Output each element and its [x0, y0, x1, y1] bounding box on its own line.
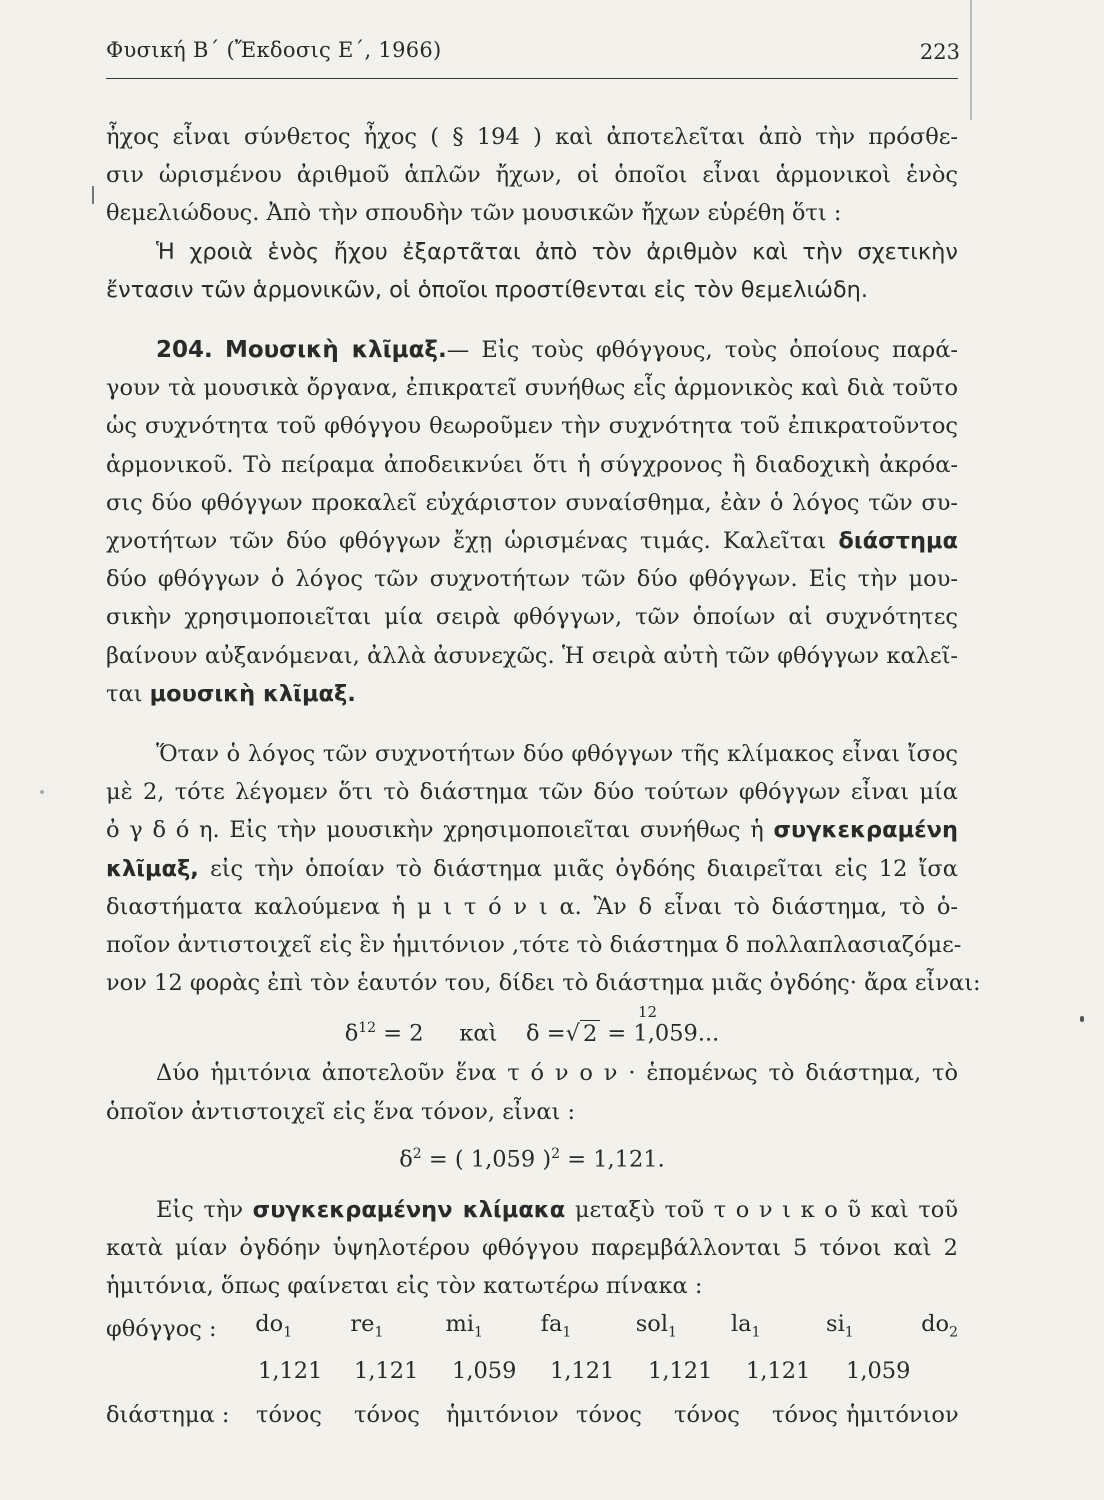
header-rule: [106, 78, 958, 79]
interval-value: τόνος: [576, 1402, 642, 1429]
text-span: Εἰς τὴν: [156, 1196, 244, 1223]
note-sub: 1: [474, 1324, 483, 1341]
text-line: νον 12 φορὰς ἐπὶ τὸν ἑαυτόν του, δίδει τὸ διάστημα μιᾶς ὀγδόης· ἄρα εἶναι:: [106, 970, 981, 997]
eq-delta: δ =: [526, 1020, 566, 1047]
term-music-scale: μουσικὴ κλῖμαξ.: [149, 680, 356, 707]
interval-value: ἡμιτόνιον: [846, 1402, 959, 1429]
text-line: [106, 1191, 958, 1229]
page-number: 223: [919, 40, 960, 64]
term-tempered-2: κλῖμαξ,: [106, 855, 199, 882]
ratio-value: 1,121: [550, 1358, 615, 1385]
scan-speck: [40, 790, 44, 794]
text-line: κατὰ μίαν ὀγδόην ὑψηλοτέρου φθόγγου παρεμβάλλονται 5 τόνοι καὶ 2: [106, 1235, 958, 1262]
note-sub: 1: [374, 1324, 384, 1341]
text-span: μεταξὺ τοῦ τ ο ν ι κ ο ῦ καὶ τοῦ: [574, 1196, 959, 1223]
interval-value: τόνος: [772, 1402, 838, 1429]
text-line: ποῖον ἀντιστοιχεῖ εἰς ἓν ἡμιτόνιον ,τότε τὸ διάστημα δ πολλαπλασιαζόμε-: [106, 932, 962, 959]
text-span: ται: [106, 680, 143, 707]
text-line: Ὅταν ὁ λόγος τῶν συχνοτήτων δύο φθόγγων τῆς κλίμακος εἶναι ἴσος: [156, 741, 958, 768]
text-line: δύο φθόγγων ὁ λόγος τῶν συχνοτήτων τῶν δύο φθόγγων. Εἰς τὴν μου-: [106, 566, 958, 593]
intervals-row: [106, 1396, 958, 1440]
eq2-mid: = ( 1,059 ): [428, 1146, 552, 1173]
text-line: ἦχος εἶναι σύνθετος ἦχος ( § 194 ) καὶ ἀποτελεῖται ἀπὸ τὴν πρόσθε-: [106, 124, 958, 150]
text-line: σιν ὡρισμένου ἀριθμοῦ ἁπλῶν ἤχων, οἱ ὁποῖοι εἶναι ἁρμονικοὶ ἑνὸς: [106, 162, 958, 189]
eq-radicand: 2: [580, 1020, 600, 1047]
eq-lhs-base: δ: [344, 1020, 359, 1047]
term-tempered-scale: συγκεκραμένην κλίμακα: [252, 1196, 566, 1223]
note-sub: 1: [668, 1324, 677, 1341]
eq-result: = 1,059...: [607, 1020, 720, 1047]
equation-semitone: [106, 1002, 958, 1054]
note-cell: [446, 1305, 541, 1352]
note-name: si: [826, 1311, 845, 1338]
eq-connector: καὶ: [459, 1020, 498, 1047]
note-cell: [921, 1305, 958, 1352]
text-line: ἡμιτόνια, ὅπως φαίνεται εἰς τὸν κατωτέρω πίνακα :: [106, 1273, 703, 1300]
notes-row: [106, 1305, 958, 1352]
text-line: [106, 675, 958, 713]
ratios-row: [106, 1352, 958, 1390]
text-line: [106, 522, 958, 560]
interval-value: τόνος: [354, 1402, 420, 1429]
scan-edge-line: [970, 0, 972, 120]
text-line: ὡς συχνότητα τοῦ φθόγγου θεωροῦμεν τὴν συχνότητα τοῦ ἐπικρατοῦντος: [106, 413, 958, 440]
section-first-line: — Εἰς τοὺς φθόγγους, τοὺς ὁποίους παρά-: [446, 337, 958, 364]
text-span: εἰς τὴν ὁποίαν τὸ διάστημα μιᾶς ὀγδόης διαιρεῖται εἰς 12 ἴσα: [210, 855, 958, 882]
text-line: ὁποῖον ἀντιστοιχεῖ εἰς ἕνα τόνον, εἶναι :: [106, 1098, 576, 1125]
term-tempered: συγκεκραμένη: [773, 817, 959, 844]
note-sub: 2: [949, 1324, 958, 1341]
text-line: μὲ 2, τότε λέγομεν ὅτι τὸ διάστημα τῶν δύο τούτων φθόγγων εἶναι μία: [106, 779, 958, 806]
eq-root-index: 12: [638, 1003, 658, 1022]
eq-root-symbol: √: [565, 1020, 580, 1047]
note-cell: [826, 1305, 921, 1352]
ratio-value: 1,059: [846, 1358, 911, 1385]
section-heading-line: [106, 331, 958, 369]
scale-table: [106, 1305, 958, 1352]
eq2-lhs-exponent: 2: [412, 1145, 422, 1162]
text-line: [106, 850, 958, 888]
ratio-value: 1,121: [354, 1358, 419, 1385]
scan-speck: [1080, 1016, 1084, 1022]
ratio-value: 1,121: [746, 1358, 811, 1385]
ratio-value: 1,121: [648, 1358, 713, 1385]
row-label: διάστημα :: [106, 1402, 230, 1429]
text-line: σις δύο φθόγγων προκαλεῖ εὐχάριστον συναίσθημα, ἐὰν ὁ λόγος τῶν συ-: [106, 489, 958, 516]
text-line: διαστήματα καλούμενα ἡ μ ι τ ό ν ι α. Ἂν δ εἶναι τὸ διάστημα, τὸ ὁ-: [106, 893, 958, 920]
rule-statement-line: Ἡ χροιὰ ἑνὸς ἤχου ἐξαρτᾶται ἀπὸ τὸν ἀριθμὸν καὶ τὴν σχετικὴν: [156, 238, 958, 265]
interval-value: τόνος: [674, 1402, 740, 1429]
note-sub: 1: [562, 1324, 572, 1341]
note-cell: [541, 1305, 636, 1352]
note-sub: 1: [751, 1324, 761, 1341]
section-title: Μουσικὴ κλῖμαξ.: [224, 337, 447, 364]
note-cell: [731, 1305, 826, 1352]
text-span: χνοτήτων τῶν δύο φθόγγων ἔχῃ ὡρισμένας τιμάς. Καλεῖται: [106, 528, 827, 555]
section-number: 204.: [156, 337, 213, 364]
ratio-value: 1,059: [452, 1358, 517, 1385]
equation-tone: [106, 1131, 958, 1177]
eq2-result: = 1,121.: [567, 1146, 665, 1173]
note-sub: 1: [844, 1324, 854, 1341]
note-name: la: [730, 1311, 752, 1338]
text-line: θεμελιώδους. Ἀπὸ τὴν σπουδὴν τῶν μουσικῶν ἤχων εὑρέθη ὅτι :: [106, 200, 842, 227]
note-cell: [255, 1305, 350, 1352]
note-cell: [636, 1305, 731, 1352]
row-label: φθόγγος :: [106, 1315, 217, 1342]
note-name: fa: [540, 1311, 563, 1338]
text-line: σικὴν χρησιμοποιεῖται μία σειρὰ φθόγγων, τῶν ὁποίων αἱ συχνότητες: [106, 604, 958, 631]
note-name: mi: [445, 1311, 475, 1338]
running-header-title: Φυσική Β΄ (Ἔκδοσις Ε΄, 1966): [106, 38, 442, 62]
interval-value: τόνος: [256, 1402, 322, 1429]
text-line: ἁρμονικοῦ. Τὸ πείραμα ἀποδεικνύει ὅτι ἡ σύγχρονος ἢ διαδοχικὴ ἀκρόα-: [106, 451, 958, 478]
eq2-lhs-base: δ: [399, 1146, 413, 1173]
note-cell: [350, 1305, 445, 1352]
margin-mark: [92, 186, 94, 204]
eq-lhs-rest: = 2: [383, 1020, 424, 1047]
text-line: Δύο ἡμιτόνια ἀποτελοῦν ἕνα τ ό ν ο ν · ἑπομένως τὸ διάστημα, τὸ: [156, 1060, 958, 1087]
note-name: do: [921, 1311, 950, 1338]
note-name: sol: [635, 1311, 669, 1338]
text-line: γουν τὰ μουσικὰ ὄργανα, ἐπικρατεῖ συνήθως εἷς ἁρμονικὸς καὶ διὰ τοῦτο: [106, 375, 958, 402]
body-text: [106, 118, 981, 1440]
note-sub: 1: [283, 1324, 293, 1341]
interval-value: ἡμιτόνιον: [446, 1402, 559, 1429]
term-diastema: διάστημα: [838, 528, 958, 555]
text-line: [106, 811, 958, 849]
note-name: do: [255, 1311, 284, 1338]
ratio-value: 1,121: [258, 1358, 323, 1385]
text-span: ὀ γ δ ό η. Εἰς τὴν μουσικὴν χρησιμοποιεῖται συνήθως ἡ: [106, 817, 764, 844]
text-line: βαίνουν αὐξανόμεναι, ἀλλὰ ἀσυνεχῶς. Ἡ σειρὰ αὐτὴ τῶν φθόγγων καλεῖ-: [106, 642, 958, 669]
eq-lhs-exponent: 12: [358, 1020, 377, 1037]
rule-statement-line: ἔντασιν τῶν ἁρμονικῶν, οἱ ὁποῖοι προστίθενται εἰς τὸν θεμελιώδη.: [106, 276, 869, 303]
eq2-mid-exponent: 2: [551, 1145, 561, 1162]
note-name: re: [350, 1311, 375, 1338]
